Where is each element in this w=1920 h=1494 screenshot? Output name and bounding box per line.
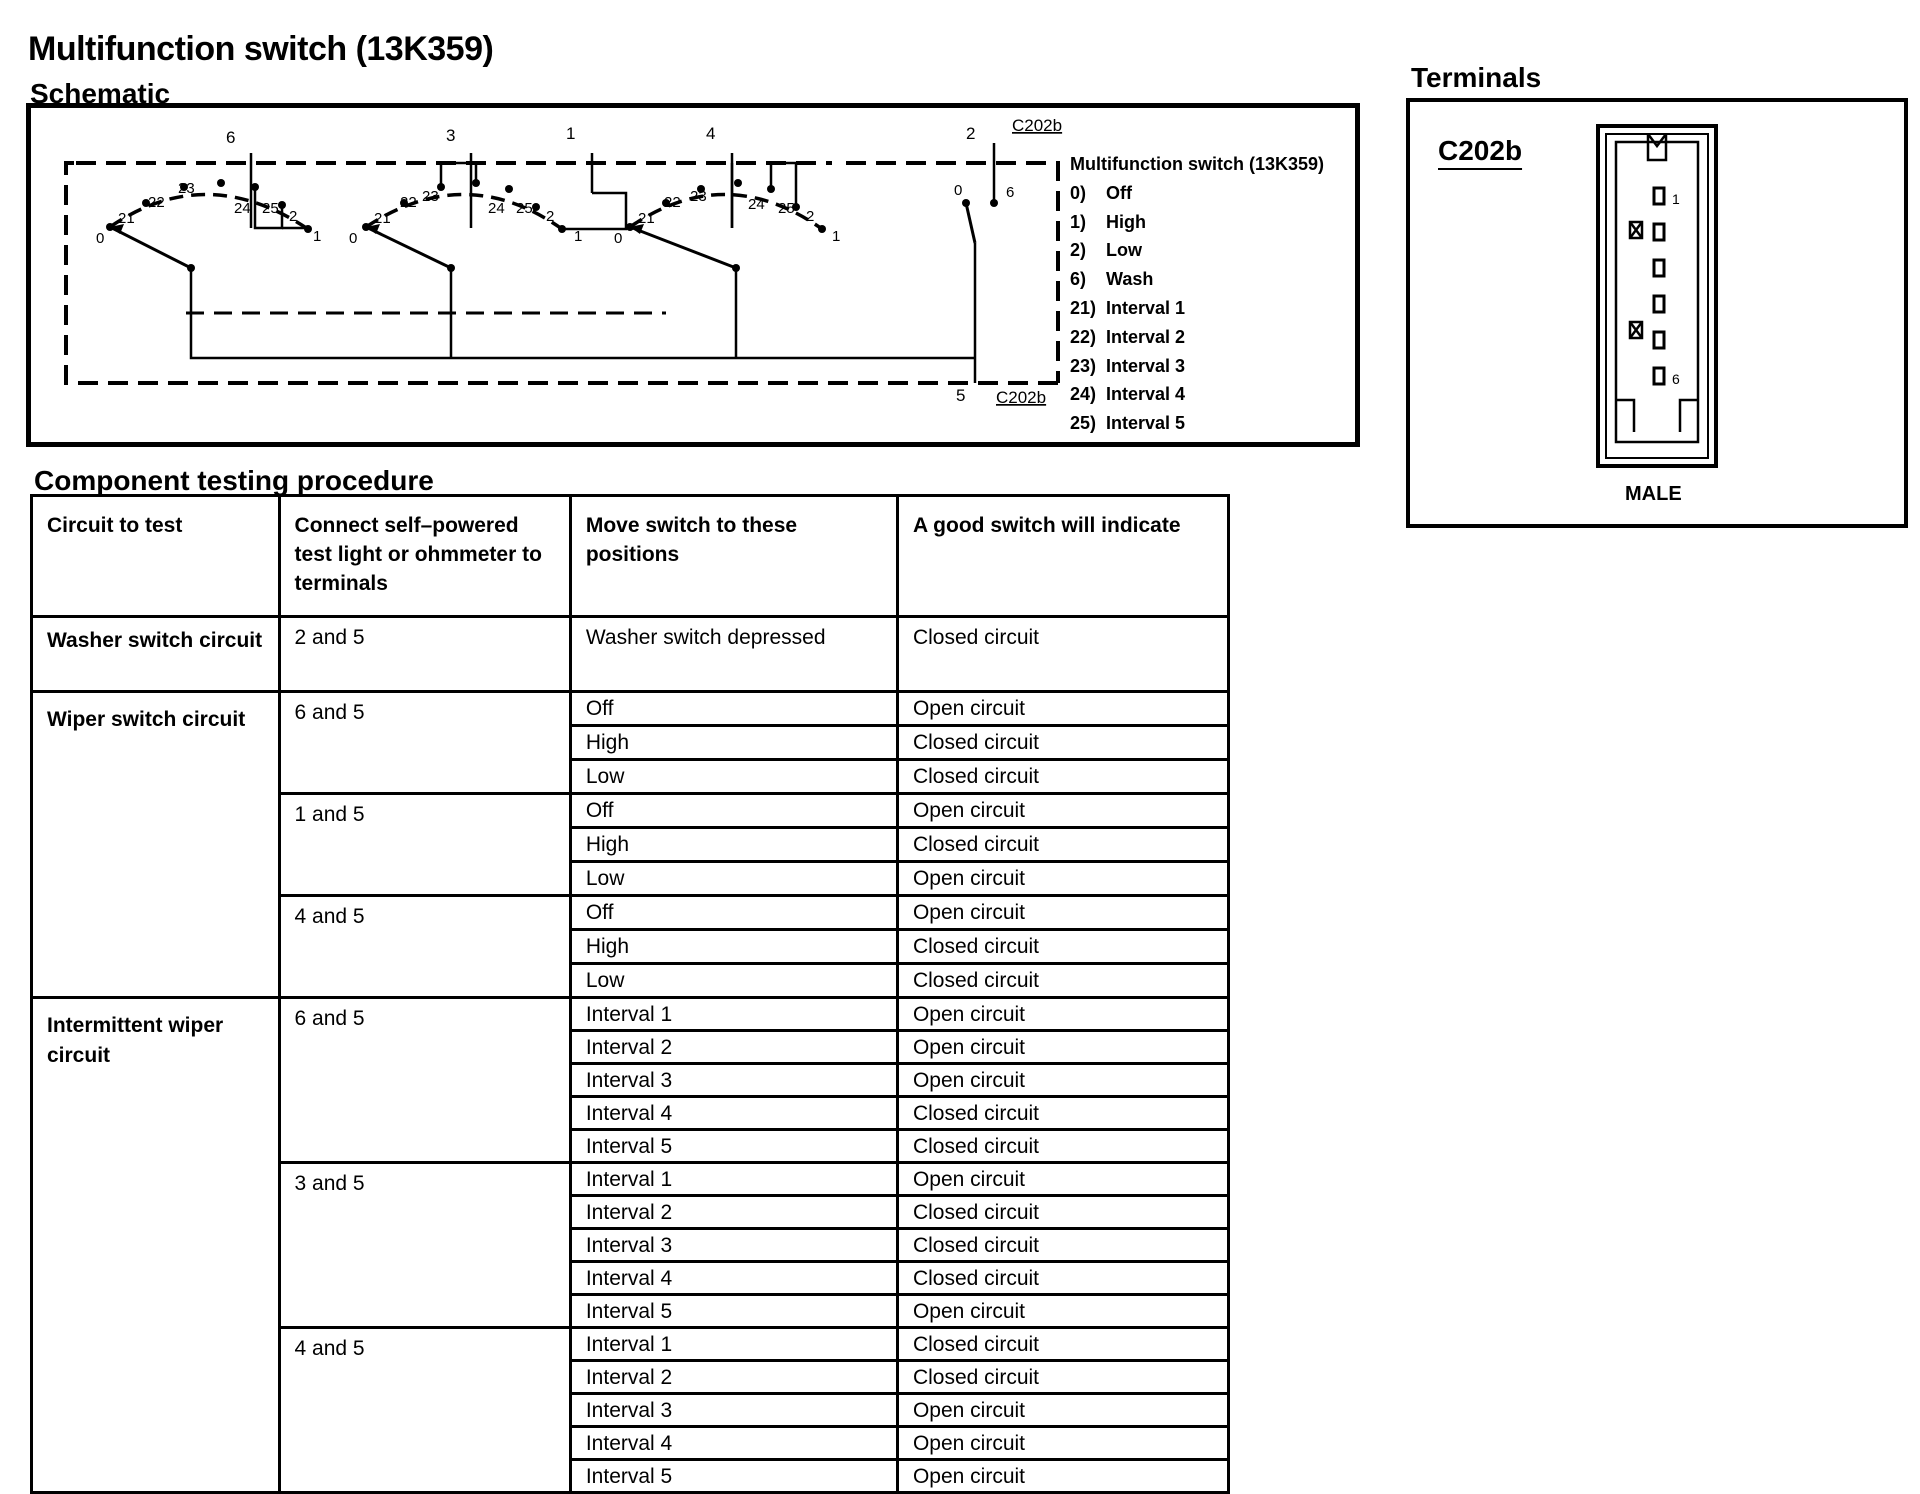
position-cell: Off [570, 692, 897, 726]
procedure-heading: Component testing procedure [34, 465, 434, 496]
svg-text:24: 24 [488, 200, 505, 217]
svg-text:0: 0 [349, 230, 358, 247]
svg-text:25: 25 [516, 200, 533, 217]
svg-text:6: 6 [1006, 184, 1015, 201]
result-cell: Open circuit [897, 1295, 1228, 1328]
svg-text:23: 23 [422, 188, 439, 205]
result-cell: Open circuit [897, 1064, 1228, 1097]
position-cell: Interval 5 [570, 1295, 897, 1328]
table-row [32, 692, 1229, 726]
component-testing-table [30, 494, 1230, 1494]
result-cell: Open circuit [897, 794, 1228, 828]
svg-text:2: 2 [546, 208, 555, 225]
result-cell: Closed circuit [897, 1097, 1228, 1130]
terminal-6-label: 6 [226, 128, 236, 147]
table-row [32, 998, 1229, 1031]
svg-text:24: 24 [748, 196, 765, 213]
result-cell: Closed circuit [897, 1229, 1228, 1262]
legend-item: 1) High [1070, 211, 1146, 232]
svg-text:1: 1 [832, 228, 841, 245]
header-positions: Move switch to these positions [570, 496, 897, 617]
header-result: A good switch will indicate [897, 496, 1228, 617]
svg-text:0: 0 [614, 230, 623, 247]
circuit-cell: Wiper switch circuit [32, 692, 280, 998]
terminals-heading: Terminals [1411, 62, 1542, 93]
terminals-cell: 4 and 5 [279, 896, 570, 998]
position-cell: Interval 3 [570, 1394, 897, 1427]
svg-text:2: 2 [289, 208, 298, 225]
result-cell: Open circuit [897, 998, 1228, 1031]
legend-item: 24) Interval 4 [1070, 384, 1186, 405]
pin-6-label: 6 [1672, 371, 1680, 387]
position-cell: Interval 3 [570, 1064, 897, 1097]
schematic-legend [1070, 150, 1324, 438]
header-circuit: Circuit to test [32, 496, 280, 617]
switch-deck-2 [349, 163, 626, 293]
legend-item: 25) Interval 5 [1070, 413, 1186, 434]
legend-title: Multifunction switch (13K359) [1070, 154, 1325, 174]
svg-text:23: 23 [178, 180, 195, 197]
position-cell: Interval 3 [570, 1229, 897, 1262]
page-title: Multifunction switch (13K359) [28, 30, 494, 68]
result-cell: Open circuit [897, 1394, 1228, 1427]
position-cell: Interval 2 [570, 1361, 897, 1394]
position-cell: Interval 4 [570, 1427, 897, 1460]
circuit-cell: Washer switch circuit [32, 617, 280, 692]
position-cell: Interval 4 [570, 1262, 897, 1295]
svg-text:23: 23 [690, 188, 707, 205]
connector-label-top: C202b [1012, 116, 1063, 135]
svg-text:0: 0 [96, 230, 105, 247]
result-cell: Open circuit [897, 692, 1228, 726]
connector-id: C202b [1438, 135, 1523, 166]
position-cell: Interval 1 [570, 1163, 897, 1196]
position-cell: Low [570, 862, 897, 896]
terminals-cell: 4 and 5 [279, 1328, 570, 1493]
pin-1-label: 1 [1672, 191, 1680, 207]
result-cell: Open circuit [897, 1031, 1228, 1064]
connector-gender: MALE [1625, 483, 1682, 505]
terminal-2-label: 2 [966, 124, 976, 143]
position-cell: High [570, 726, 897, 760]
terminals-cell: 6 and 5 [279, 998, 570, 1163]
terminal-5-label: 5 [956, 386, 966, 405]
result-cell: Closed circuit [897, 1361, 1228, 1394]
position-cell: Interval 2 [570, 1031, 897, 1064]
position-cell: Interval 4 [570, 1097, 897, 1130]
svg-text:2: 2 [806, 208, 815, 225]
position-cell: Interval 5 [570, 1130, 897, 1163]
result-cell: Closed circuit [897, 617, 1228, 692]
svg-text:22: 22 [400, 194, 417, 211]
position-cell: Off [570, 896, 897, 930]
switch-deck-3 [614, 163, 840, 293]
position-cell: Interval 2 [570, 1196, 897, 1229]
terminals-cell: 3 and 5 [279, 1163, 570, 1328]
position-cell: Interval 1 [570, 998, 897, 1031]
result-cell: Closed circuit [897, 964, 1228, 998]
result-cell: Closed circuit [897, 1130, 1228, 1163]
svg-text:0: 0 [954, 182, 963, 199]
washer-contact [954, 182, 1014, 358]
connector-label-bottom: C202b [996, 388, 1047, 407]
position-cell: Washer switch depressed [570, 617, 897, 692]
header-terminals: Connect self–powered test light or ohmmeter to terminals [279, 496, 570, 617]
position-cell: High [570, 828, 897, 862]
result-cell: Open circuit [897, 896, 1228, 930]
terminal-1-label: 1 [566, 124, 576, 143]
terminals-cell: 1 and 5 [279, 794, 570, 896]
position-cell: Off [570, 794, 897, 828]
result-cell: Open circuit [897, 1427, 1228, 1460]
table-row [32, 617, 1229, 692]
svg-text:22: 22 [148, 194, 165, 211]
result-cell: Closed circuit [897, 930, 1228, 964]
svg-text:1: 1 [574, 228, 583, 245]
legend-item: 2) Low [1070, 240, 1142, 261]
result-cell: Closed circuit [897, 1328, 1228, 1361]
svg-text:21: 21 [118, 210, 135, 227]
svg-text:25: 25 [262, 200, 279, 217]
legend-item: 21) Interval 1 [1070, 297, 1186, 318]
common-bus [191, 293, 975, 358]
switch-deck-1 [96, 179, 321, 293]
terminals-cell: 6 and 5 [279, 692, 570, 794]
svg-text:21: 21 [638, 210, 655, 227]
result-cell: Closed circuit [897, 760, 1228, 794]
svg-text:21: 21 [374, 210, 391, 227]
legend-item: 22) Interval 2 [1070, 326, 1186, 347]
svg-text:25: 25 [778, 200, 795, 217]
connector-drawing [1590, 122, 1730, 472]
legend-item: 6) Wash [1070, 269, 1154, 290]
terminal-4-label: 4 [706, 124, 716, 143]
legend-item: 23) Interval 3 [1070, 355, 1186, 376]
position-cell: High [570, 930, 897, 964]
table-header-row [32, 496, 1229, 617]
result-cell: Open circuit [897, 1460, 1228, 1493]
position-cell: Interval 1 [570, 1328, 897, 1361]
result-cell: Open circuit [897, 1163, 1228, 1196]
legend-item: 0) Off [1070, 182, 1132, 203]
result-cell: Closed circuit [897, 726, 1228, 760]
circuit-cell: Intermittent wiper circuit [32, 998, 280, 1493]
result-cell: Closed circuit [897, 828, 1228, 862]
svg-text:1: 1 [313, 228, 322, 245]
result-cell: Open circuit [897, 862, 1228, 896]
terminal-3-label: 3 [446, 126, 456, 145]
schematic-heading: Schematic [30, 78, 171, 109]
terminals-cell: 2 and 5 [279, 617, 570, 692]
position-cell: Low [570, 964, 897, 998]
position-cell: Low [570, 760, 897, 794]
svg-text:24: 24 [234, 200, 251, 217]
result-cell: Closed circuit [897, 1196, 1228, 1229]
svg-text:22: 22 [664, 194, 681, 211]
result-cell: Closed circuit [897, 1262, 1228, 1295]
position-cell: Interval 5 [570, 1460, 897, 1493]
